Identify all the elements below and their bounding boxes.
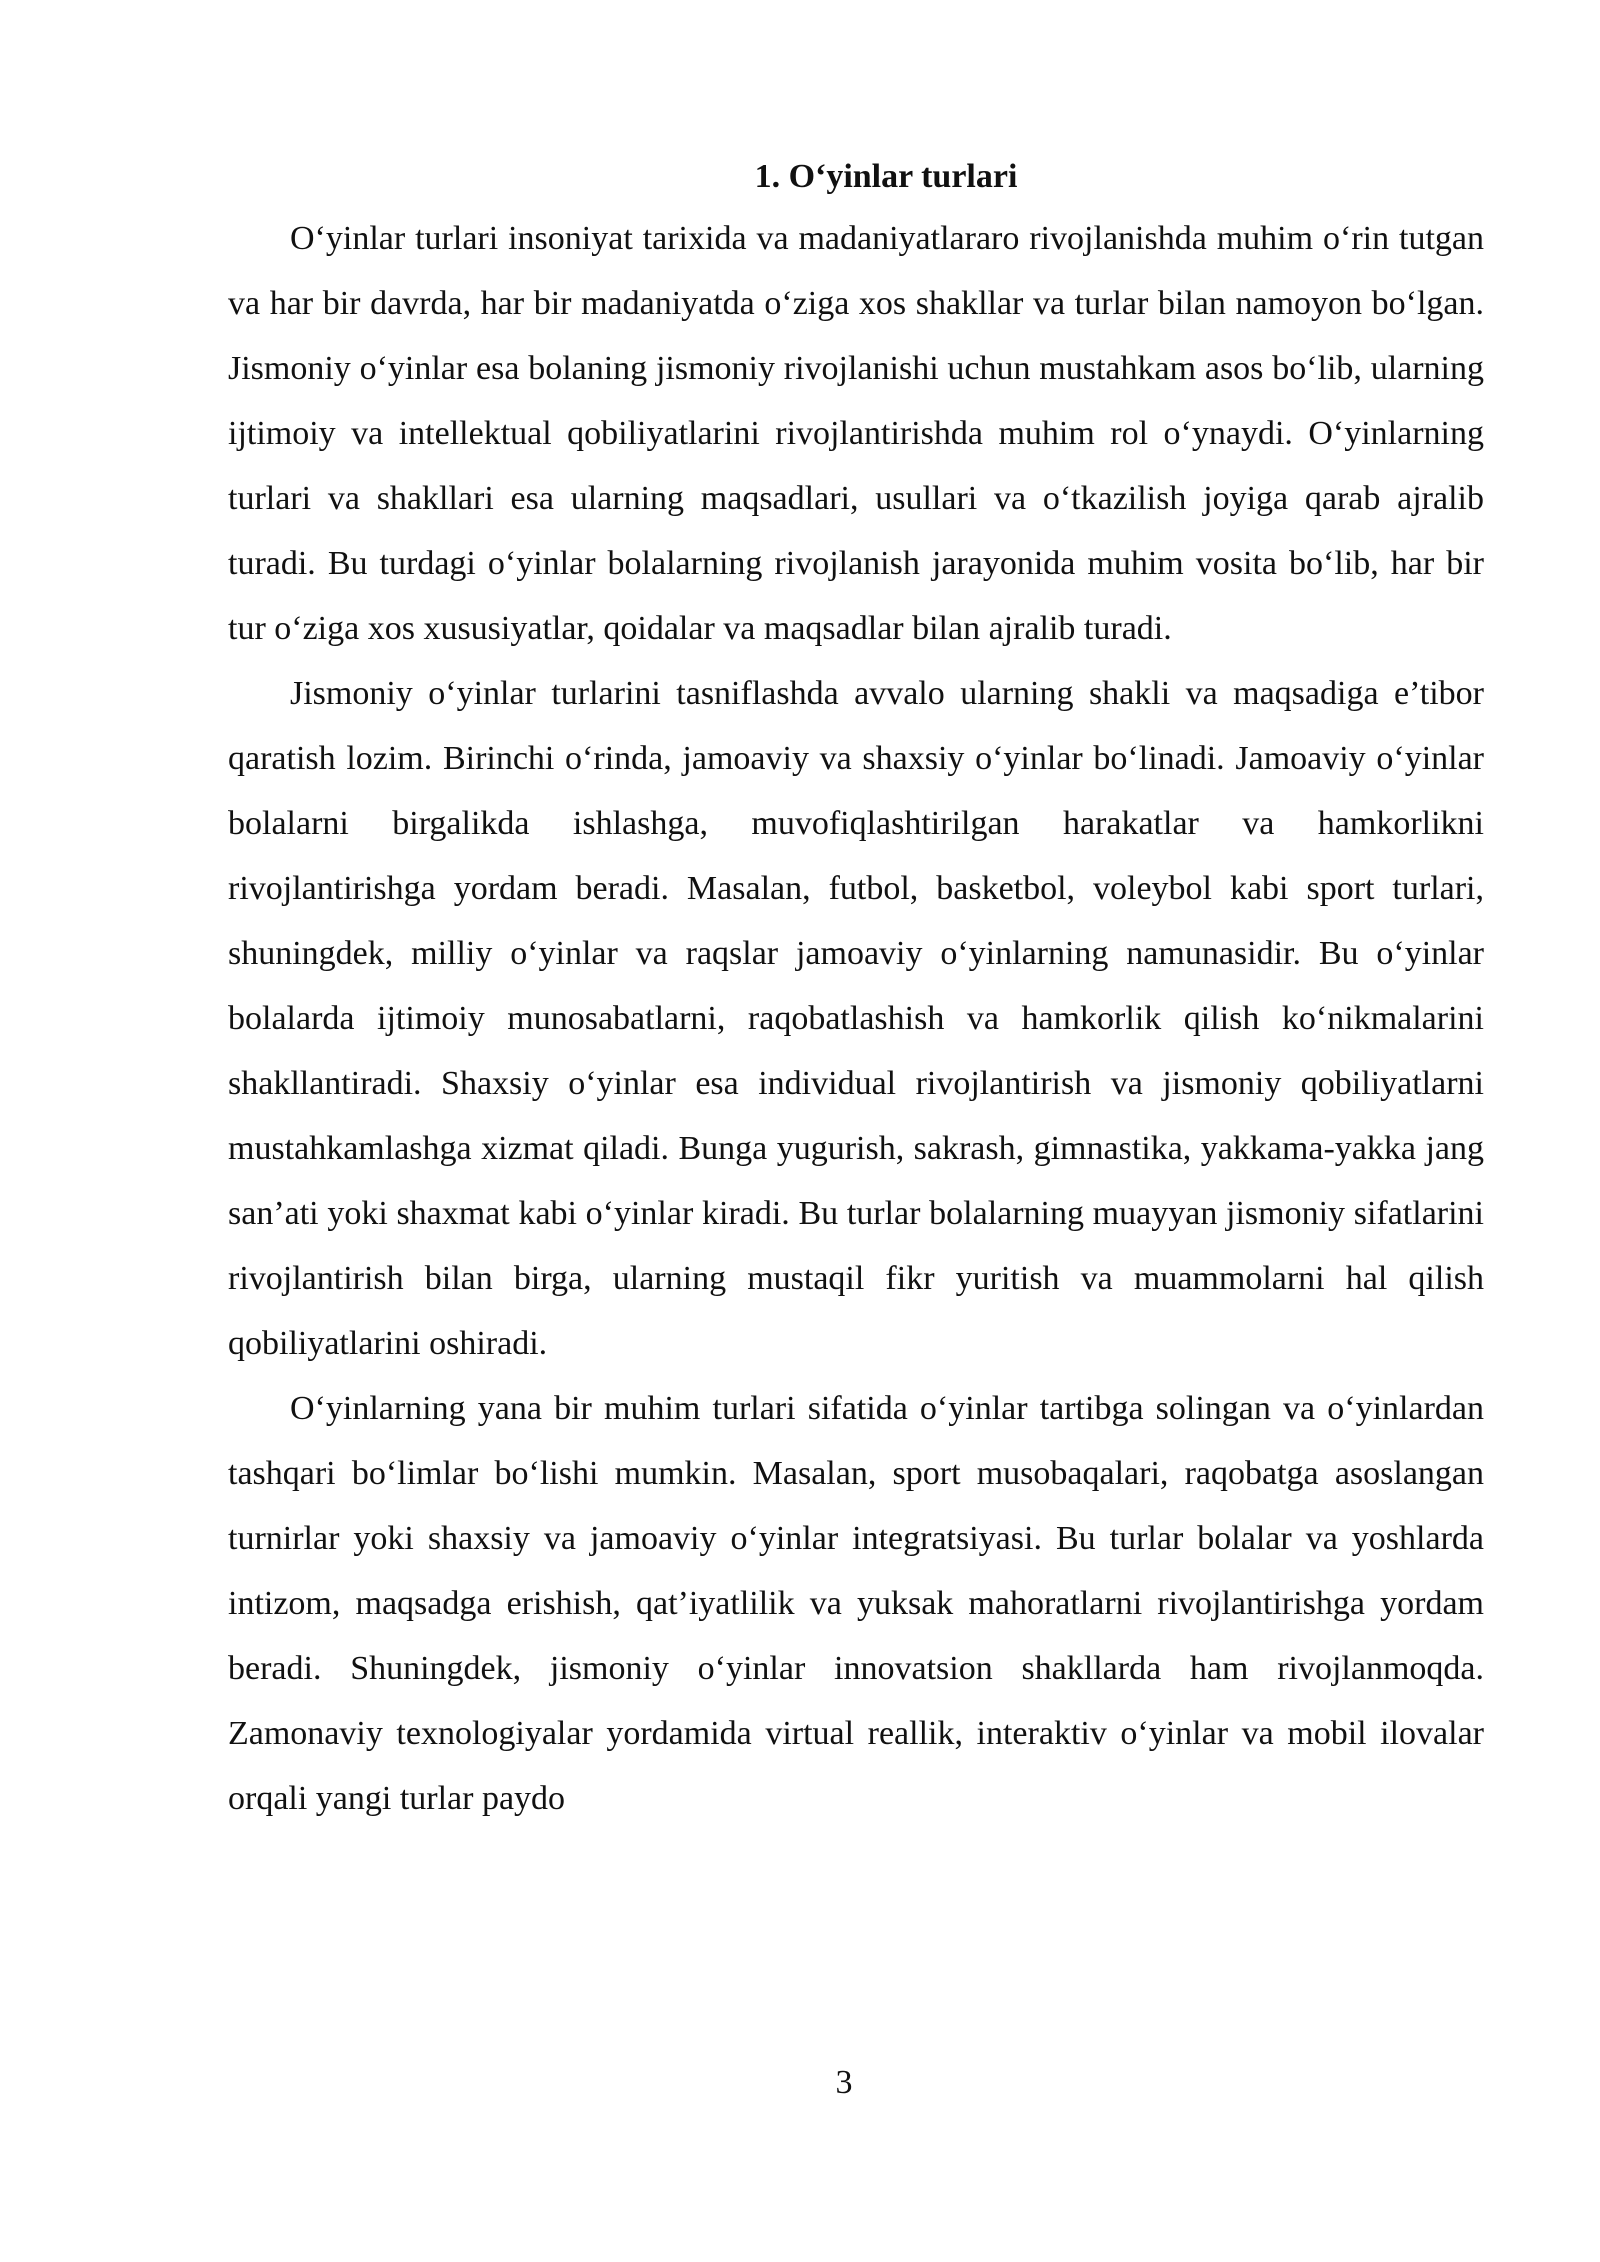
- paragraph-3: O‘yinlarning yana bir muhim turlari sifatida o‘yinlar tartibga solingan va o‘yinlardan tashqari bo‘limlar bo‘lishi mumkin. Masalan, sport musobaqalari, raqobatga asoslangan turnirlar yoki shaxsiy va jamoaviy o‘yinlar integratsiyasi. Bu turlar bolalar va yoshlarda intizom, maqsadga erishish, qat’iyatlilik va yuksak mahoratlarni rivojlantirishga yordam beradi. Shuningdek, jismoniy o‘yinlar innovatsion shakllarda ham rivojlanmoqda. Zamonaviy texnologiyalar yordamida virtual reallik, interaktiv o‘yinlar va mobil ilovalar orqali yangi turlar paydo: [228, 1390, 1484, 1817]
- page-number: 3: [835, 2064, 853, 2101]
- paragraph-2: Jismoniy o‘yinlar turlarini tasniflashda avvalo ularning shakli va maqsadiga e’tibor qaratish lozim. Birinchi o‘rinda, jamoaviy va shaxsiy o‘yinlar bo‘linadi. Jamoaviy o‘yinlar bolalarni birgalikda ishlashga, muvofiqlashtirilgan harakatlar va hamkorlikni rivojlantirishga yordam beradi. Masalan, futbol, basketbol, voleybol kabi sport turlari, shuningdek, milliy o‘yinlar va raqslar jamoaviy o‘yinlarning namunasidir. Bu o‘yinlar bolalarda ijtimoiy munosabatlarni, raqobatlashish va hamkorlik qilish ko‘nikmalarini shakllantiradi. Shaxsiy o‘yinlar esa individual rivojlantirish va jismoniy qobiliyatlarni mustahkamlashga xizmat qiladi. Bunga yugurish, sakrash, gimnastika, yakkama-yakka jang san’ati yoki shaxmat kabi o‘yinlar kiradi. Bu turlar bolalarning muayyan jismoniy sifatlarini rivojlantirish bilan birga, ularning mustaqil fikr yuritish va muammolarni hal qilish qobiliyatlarini oshiradi.: [228, 675, 1484, 1362]
- page-body: [228, 148, 1484, 1831]
- section-heading: 1. O‘yinlar turlari: [754, 158, 1018, 195]
- paragraph-1: O‘yinlar turlari insoniyat tarixida va madaniyatlararo rivojlanishda muhim o‘rin tutgan va har bir davrda, har bir madaniyatda o‘ziga xos shakllar va turlar bilan namoyon bo‘lgan. Jismoniy o‘yinlar esa bolaning jismoniy rivojlanishi uchun mustahkam asos bo‘lib, ularning ijtimoiy va intellektual qobiliyatlarini rivojlantirishda muhim rol o‘ynaydi. O‘yinlarning turlari va shakllari esa ularning maqsadlari, usullari va o‘tkazilish joyiga qarab ajralib turadi. Bu turdagi o‘yinlar bolalarning rivojlanish jarayonida muhim vosita bo‘lib, har bir tur o‘ziga xos xususiyatlar, qoidalar va maqsadlar bilan ajralib turadi.: [228, 220, 1484, 647]
